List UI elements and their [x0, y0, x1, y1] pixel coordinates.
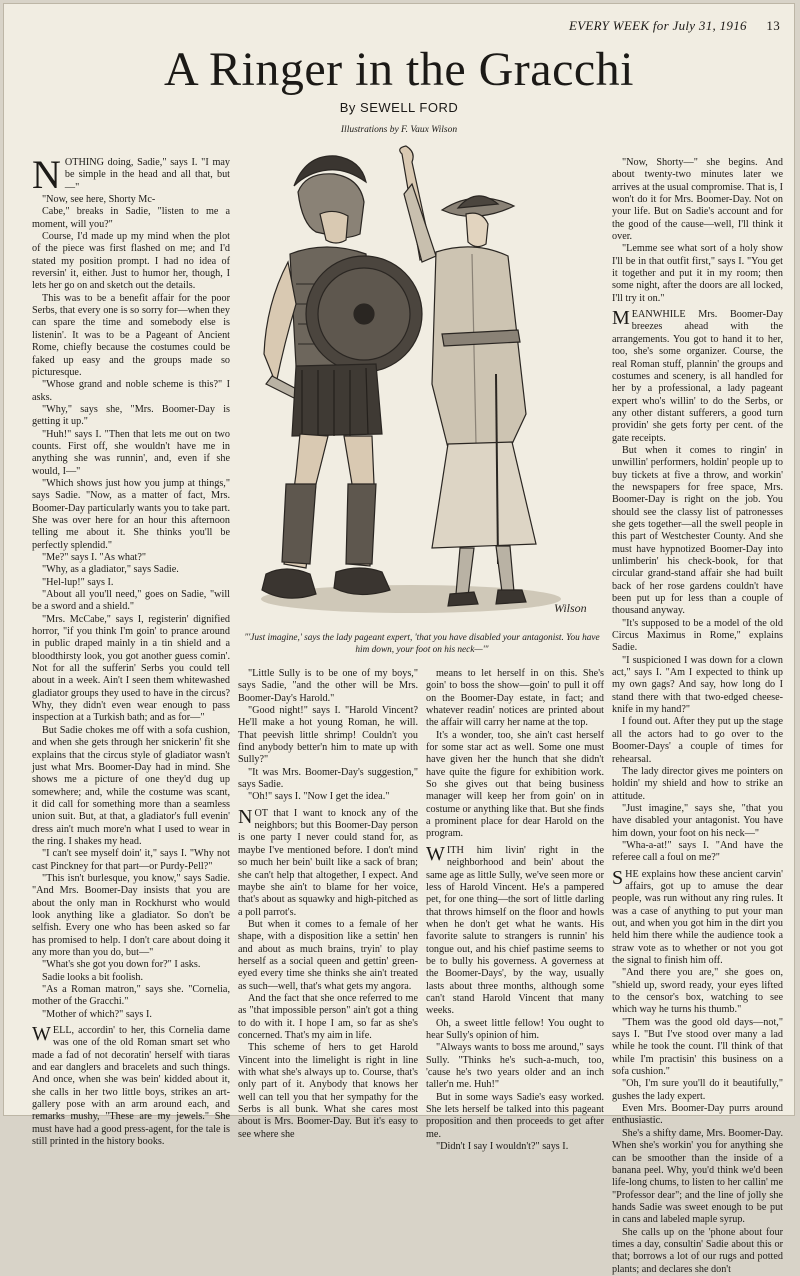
paragraph: "Why," says she, "Mrs. Boomer-Day is getting it up."	[32, 403, 230, 428]
section-paragraph	[32, 1025, 230, 1148]
section-text: EANWHILE Mrs. Boomer-Day breezes ahead with the arrangements. You got to hand it to her, too, she's some organizer. Course, the real Roman stuff, plannin' the groups and costumes and scenery, is all handled for her by a professional, a lady pageant expert who's willin' to do the Serbs, or any other distant sufferers, a good turn providin' she gets forty per cent. of the gate receipts.	[612, 309, 783, 444]
section-paragraph	[612, 309, 783, 445]
paragraph: "Oh!" says I. "Now I get the idea."	[248, 791, 390, 803]
section-text: OT that I want to knock any of the neighbors; but this Boomer-Day person is one party I never could stand for, as maybe I've mentioned before. I don't mind so much her bein' built like a sack of bran; she can't help that altogether, I expect. And maybe she ain't to blame for her voice, that's about as squawky and high-pitched as a poll parrot's.	[238, 807, 418, 918]
paragraph-list	[612, 157, 783, 305]
drop-cap: W	[426, 842, 445, 865]
paragraph: "This isn't burlesque, you know," says Sadie. "And Mrs. Boomer-Day insists that you are about the only man in Rockhurst who would look anything like a gladiator. So don't be selfish. Every one who has been asked so far has promised to help. I don't care about doing it any more than you do, but—"	[32, 872, 230, 958]
paragraph: "As a Roman matron," says she. "Cornelia, mother of the Gracchi."	[32, 984, 230, 1008]
paragraph: Cabe," breaks in Sadie, "listen to me a moment, will you?"	[32, 206, 230, 230]
paragraph: Course, I'd made up my mind when the plot of the piece was first flashed on me; and I'd stated my position prompt. I had no idea of reversin' it, either. Just to humor her, though, I lets her go on and sketch out the details.	[32, 231, 230, 292]
paragraph-list	[612, 967, 783, 1276]
paragraph: "Huh!" says I. "Then that lets me out on two counts. First off, she wouldn't have me in anything she was runnin', and, even if she would, I—"	[32, 428, 230, 477]
paragraph: This was to be a benefit affair for the poor Serbs, that every one is so sorry for—when they can spare the time and somebody else is listenin'. It was to be a Pageant of Ancient Rome, chiefly because the costumes could be faked up easy and the groups made so picturesque.	[32, 292, 230, 378]
paragraph: It's a wonder, too, she ain't cast herself for some star act as well. Some one must have given her the hunch that she didn't have quite the figure for exhibition work. So she gives out that being business manager will keep her from goin' on in costume or anything like that. But she finds a prominent place for dear Harold on the program.	[426, 729, 604, 840]
paragraph: "Lemme see what sort of a holy show I'll be in that outfit first," says I. "You get it together and put it in my room; then some night, after the doors are all locked, I'll try it on."	[612, 243, 783, 304]
paragraph-list	[426, 1018, 604, 1154]
paragraph: "It was Mrs. Boomer-Day's suggestion," says Sadie.	[238, 766, 418, 791]
paragraph: "Good night!" says I. "Harold Vincent? He'll make a hot young Roman, he will. That peevish little shrimp! Couldn't you find anybody better'n him to mate up with Sully?"	[238, 705, 418, 766]
paragraph: "Mother of which?" says I.	[42, 1008, 152, 1020]
column-4	[612, 157, 783, 1275]
paragraph: She's a shifty dame, Mrs. Boomer-Day. When she's workin' you for anything she can be smoother than the inside of a banana peel. Why, you'd think we'd been life-long chums, to listen to her callin' me "Professor dear"; and the line of jolly she hands Sadie was sweet enough to be put in cans and labeled maple syrup.	[612, 1127, 783, 1226]
paragraph: "Why, as a gladiator," says Sadie.	[42, 564, 179, 576]
paragraph: But in some ways Sadie's easy worked. She lets herself be talked into this pageant proposition and then proceeds to get after me.	[426, 1091, 604, 1140]
magazine-dateline: EVERY WEEK for July 31, 1916	[568, 18, 747, 33]
section-paragraph	[238, 805, 418, 919]
opening-text: OTHING doing, Sadie," says I. "I may be simple in the head and all that, but—"	[64, 157, 230, 193]
paragraph-list	[238, 668, 418, 804]
paragraph: But Sadie chokes me off with a sofa cushion, and when she gets through her snickerin' fit she explains that the circus style of gladiator wasn't just what Mrs. Boomer-Day had in mind. She shows me a picture of one they'd dug up somewhere; and, while the costume was scant, it did call for something more than a seamless union suit. But, at that, a gladiator's full evenin' dress ain't much more'n what I used to wear in the ring. I shakes my head.	[32, 724, 230, 847]
paragraph: "Just imagine," says she, "that you have disabled your antagonist. You have him down, your foot on his neck—"	[612, 802, 783, 839]
story-illustration	[236, 144, 606, 624]
paragraph: "Mrs. McCabe," says I, registerin' dignified horror, "if you think I'm goin' to prance around in public draped mainly in a tin shield and a bloodthirsty look, you got another guess comin'. Not for all the sufferin' Serbs you could tell about in a week. Ain't I seen them whitewashed gladiator groups they used to have in the circus? Why, they didn't even wear enough to pass inspection at a Turkish bath; and as for—"	[32, 613, 230, 724]
paragraph: "What's she got you down for?" I asks.	[42, 959, 201, 971]
paragraph: I found out. After they put up the stage all the actors had to go over to the Boomer-Days' a couple of times for rehearsal.	[612, 716, 783, 765]
paragraph: "And there you are," she goes on, "shield up, sword ready, your eyes lifted to the censor's box, watching to see which way he turns his thumb."	[612, 967, 783, 1016]
paragraph: "I suspicioned I was down for a clown act," says I. "Am I expected to think up my own gags? And say, how long do I stand there with that two-edged cheese-knife in my hand?"	[612, 654, 783, 716]
paragraph: "Which shows just how you jump at things," says Sadie. "Now, as a matter of fact, Mrs. Boomer-Day particularly wants you to take part. She was over here for an hour this afternoon telling me about it. She thinks you'll be perfectly splendid."	[32, 477, 230, 551]
drop-cap: M	[612, 307, 630, 330]
paragraph: But when it comes to a female of her shape, with a disposition like a settin' hen and about as much brains, tryin' to play herself as a social queen and gettin' green-eyed every time she thinks she ain't treated as such—well, that's what gets my angora.	[238, 918, 418, 992]
paragraph: "Me?" says I. "As what?"	[42, 552, 147, 563]
column-1	[32, 152, 230, 1148]
paragraph: And the fact that she once referred to me as "that impossible person" ain't got a thing to do with it. I hope I am, so far as she's concerned. That's my aim in life.	[238, 992, 418, 1041]
paragraph: Sadie looks a bit foolish.	[42, 971, 144, 983]
paragraph: "Oh, I'm sure you'll do it beautifully," gushes the lady expert.	[612, 1078, 783, 1102]
paragraph: "Always wants to boss me around," says Sully. "Thinks he's such-a-much, too, 'cause he's two years older and an inch taller'n me. Huh!"	[426, 1042, 604, 1091]
paragraph: "About all you'll need," goes on Sadie, "will be a sword and a shield."	[32, 589, 230, 613]
illustration-caption: "'Just imagine,' says the lady pageant expert, 'that you have disabled your antagonist. You have him down, your foot on his neck—'"	[244, 633, 600, 655]
paragraph: "I can't see myself doin' it," says I. "Why not cast Pinckney for that part—or Purdy-Pell?"	[32, 848, 230, 872]
paragraph: "Now, Shorty—" she begins. And about twenty-two minutes later we arrives at the usual compromise. That is, I won't do it for Mrs. Boomer-Day. Not on your life. But on Sadie's account and for the good of the cause—well, I'll think it over.	[612, 157, 783, 243]
paragraph: "Now, see here, Shorty Mc-	[42, 194, 156, 206]
section-text: ITH him livin' right in the neighborhood and bein' about the same age as little Sully, we've seen more or less of Harold Vincent. He's a pampered pet, for one thing—the sort of little darling that throws himself on the floor and howls when he don't get what he wants. His favorite salute to strangers is runnin' his tongue out, and his chief pastime seems to be to bully his governess. A governess at the Boomer-Days', by the way, usually lasts about three months, although some can't stand Harold Vincent that many weeks.	[426, 844, 604, 1017]
paragraph: "Little Sully is to be one of my boys," says Sadie, "and the other will be Mrs. Boomer-Day's Harold."	[238, 668, 418, 704]
paragraph: "Hel-lup!" says I.	[42, 576, 114, 588]
section-paragraph	[426, 842, 604, 1018]
section-text: ELL, accordin' to her, this Cornelia dame was one of the old Roman smart set who made a fad of not decoratin' herself with tiaras and ear danglers and bracelets and such things. And once, when she was bein' kidded about it, she calls in her two little boys, strikes an art-gallery pose with an arm around each, and remarks mushy, "These are my jewels." She must have had a good press-agent, for the tale is still printed in the history books.	[32, 1025, 230, 1148]
paragraph: Even Mrs. Boomer-Day purrs around enthusiastic.	[612, 1103, 783, 1127]
opening-paragraph	[32, 152, 230, 197]
paragraph: means to let herself in on this. She's goin' to boss the show—goin' to pull it off on the Boomer-Day estate, in fact; and whatever readin' notices are printed about the affair will carry her name at the top.	[426, 668, 604, 729]
paragraph-list	[612, 445, 783, 865]
page-number: 13	[766, 18, 780, 33]
paragraph-list	[426, 668, 604, 841]
drop-cap: S	[612, 866, 624, 889]
paragraph: "Wha-a-at!" says I. "And have the referee call a foul on me?"	[612, 839, 783, 864]
section-paragraph	[612, 866, 783, 968]
section-text: HE explains how these ancient carvin' affairs, got up to amuse the dear people, was run without any ring rules. It was a case of anything to put your man out, and when you got him in the dirt you held him there while the audience took a straw vote as to whether or not you got the signal to finish him off.	[612, 868, 783, 966]
drop-cap: N	[32, 152, 61, 197]
folio	[569, 18, 780, 34]
drop-cap: N	[238, 805, 253, 828]
artist-signature: Wilson	[554, 601, 587, 615]
paragraph: But when it comes to ringin' in unwillin' performers, holdin' people up to buy tickets at five a throw, and workin' the newspapers for free space, Mrs. Boomer-Day is right on the job. You should see the classy list of patronesses she gets together—all the swell people in this part of Westchester County. And she must have hypnotized Boomer-Day into unlimberin' his check-book, for that circular grand-stand affair she had built back of her rose gardens couldn't have been put up for less than a couple of thousand anyway.	[612, 444, 783, 617]
paragraph-list	[32, 206, 230, 1021]
paragraph: This scheme of hers to get Harold Vincent into the limelight is right in line with what she's always up to. Course, that's only part of it. Anybody that knows her well can tell you that her sympathy for the Serbs is all bunk. What she cares most about is Mrs. Boomer-Day. But it's easy to see where she	[238, 1042, 418, 1140]
byline: By SEWELL FORD	[339, 100, 459, 115]
column-2	[238, 668, 418, 1140]
magazine-page	[4, 4, 794, 1275]
paragraph: Oh, a sweet little fellow! You ought to hear Sully's opinion of him.	[426, 1017, 604, 1041]
paragraph: She calls up on the 'phone about four times a day, consultin' Sadie about this or that; borrows a lot of our rugs and potted plants; and declares she don't	[612, 1226, 783, 1275]
paragraph: "It's supposed to be a model of the old Circus Maximus in Rome," explains Sadie.	[612, 617, 783, 654]
column-3	[426, 668, 604, 1153]
paragraph: The lady director gives me pointers on holdin' my shield and how to strike an attitude.	[612, 765, 783, 802]
paragraph: "Whose grand and noble scheme is this?" I asks.	[32, 379, 230, 403]
drop-cap: W	[32, 1023, 51, 1046]
paragraph-list	[238, 919, 418, 1141]
paragraph: "Didn't I say I wouldn't?" says I.	[436, 1141, 569, 1153]
paragraph: "Them was the good old days—not," says I. "But I've stood over many a lad while he took the count. I'll think of that while I'm practisin' this business on a sofa cushion."	[612, 1016, 783, 1078]
illustrator-credit: Illustrations by F. Vaux Wilson	[340, 125, 458, 135]
story-title: A Ringer in the Gracchi	[163, 43, 635, 96]
